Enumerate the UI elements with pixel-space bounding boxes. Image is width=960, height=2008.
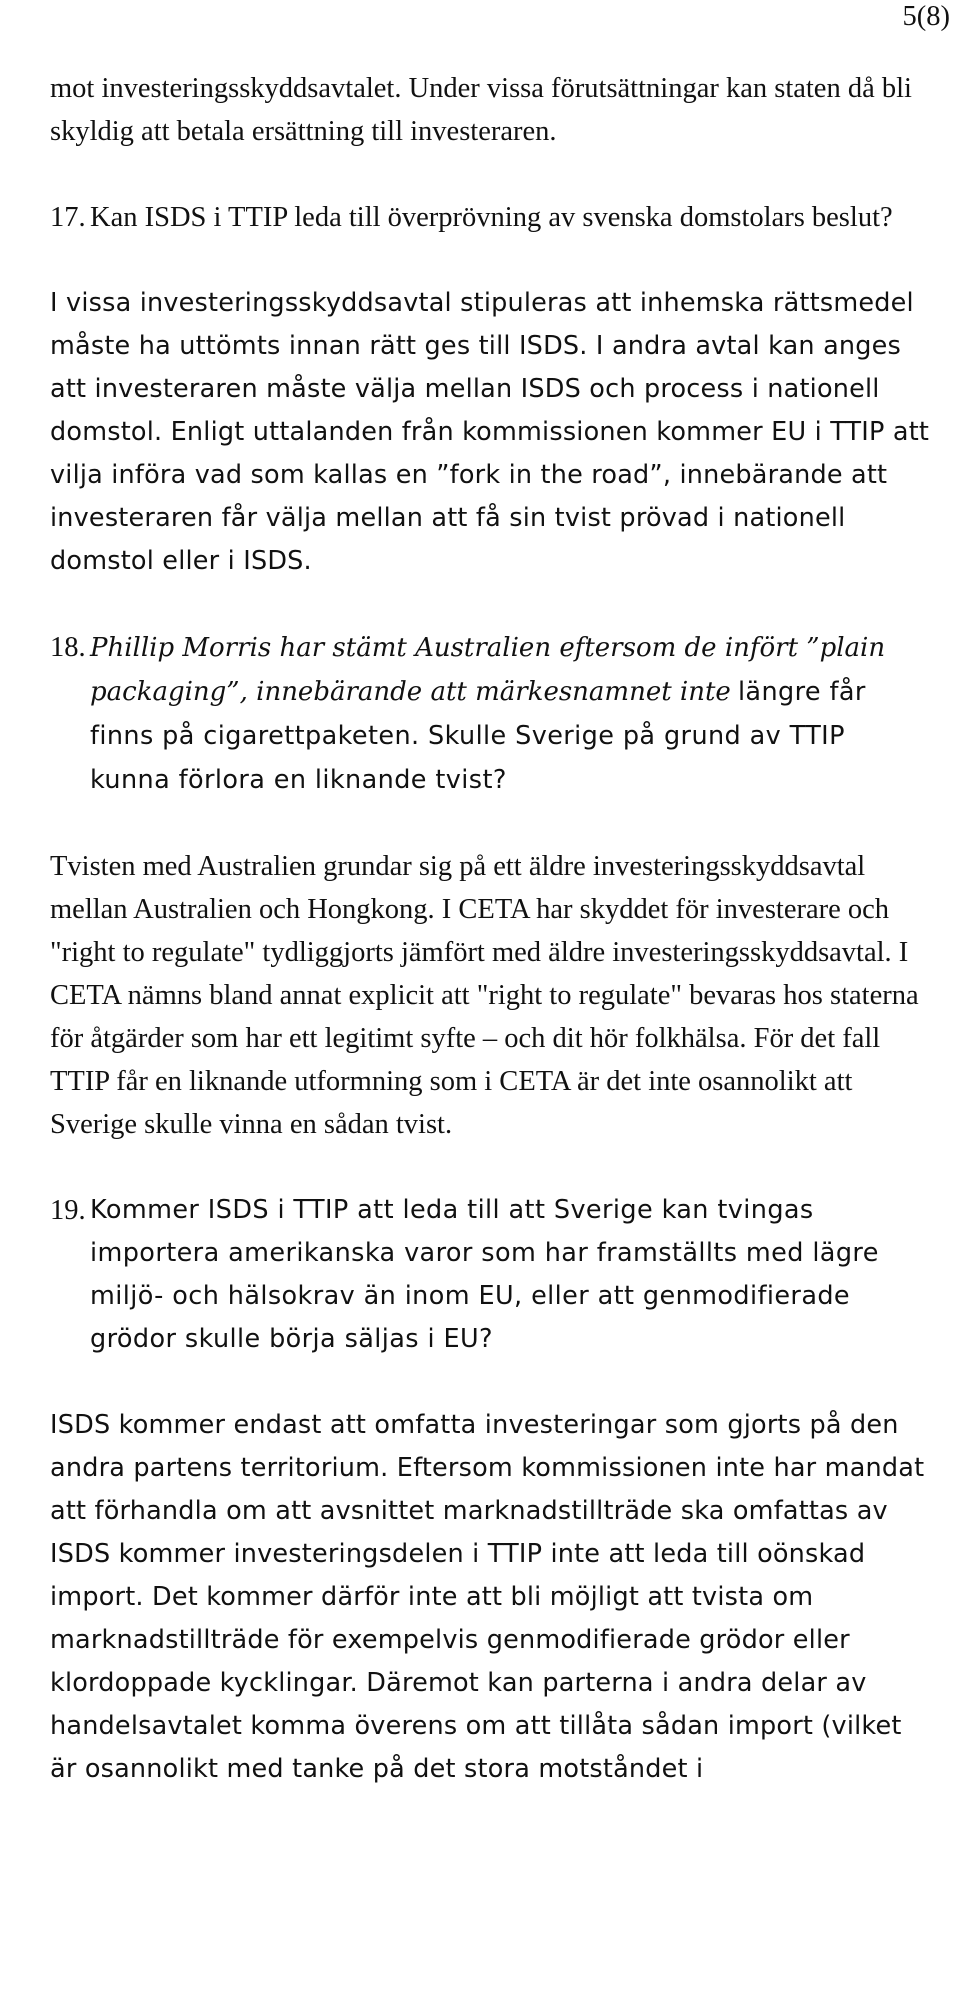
answer-17 xyxy=(50,282,930,583)
question-number: 17. xyxy=(50,202,86,233)
page-number: 5(8) xyxy=(902,1,950,32)
question-18 xyxy=(50,626,930,802)
question-number: 19. xyxy=(50,1195,86,1226)
question-rest-text: längre får finns på cigarettpaketen. Skulle Sverige på grund av TTIP kunna förlora en liknande tvist? xyxy=(90,677,866,795)
answer-17-part3: Enligt uttalanden från kommissionen kommer EU i TTIP att vilja införa vad som kallas en ”fork in the road”, innebärande att investeraren får välja mellan att få sin tvist prövad i nationell domstol eller i ISDS. xyxy=(50,417,930,576)
question-number: 18. xyxy=(50,632,86,663)
question-text: Kommer ISDS i TTIP att leda till att Sverige kan tvingas importera amerikanska varor som har framställts med lägre miljö- och hälsokrav än inom EU, eller att genmodifierade grödor skulle börja säljas i EU? xyxy=(90,1195,879,1354)
question-italic-text: Phillip Morris har stämt Australien eftersom de infört ”plain packaging”, innebärande att märkesnamnet inte xyxy=(90,633,886,707)
answer-19: ISDS kommer endast att omfatta investeringar som gjorts på den andra partens territorium. Eftersom kommissionen inte har mandat att förhandla om att avsnittet marknadstillträde ska omfattas av ISDS kommer investeringsdelen i TTIP inte att leda till oönskad import. Det kommer därför inte att bli möjligt att tvista om marknadstillträde för exempelvis genmodifierade grödor eller klordoppade kycklingar. Däremot kan parterna i andra delar av handelsavtalet komma överens om att tillåta sådan import (vilket är osannolikt med tanke på det stora motståndet i xyxy=(50,1410,925,1784)
question-text: Kan ISDS i TTIP leda till överprövning av svenska domstolars beslut? xyxy=(90,202,893,233)
question-text xyxy=(90,626,930,802)
answer-17-part1: I vissa investeringsskyddsavtal stipuleras att inhemska rättsmedel måste ha uttömts innan rätt ges till ISDS. xyxy=(50,288,914,361)
document-body xyxy=(50,67,930,1791)
answer-18: Tvisten med Australien grundar sig på ett äldre investeringsskyddsavtal mellan Australien och Hongkong. I CETA har skyddet för investerare och "right to regulate" tydliggjorts jämfört med äldre investeringsskyddsavtal. I CETA nämns bland annat explicit att "right to regulate" bevaras hos staterna för åtgärder som har ett legitimt syfte – och dit hör folkhälsa. För det fall TTIP får en liknande utformning som i CETA är det inte osannolikt att Sverige skulle vinna en sådan tvist. xyxy=(50,851,919,1140)
answer-17-part2: I andra avtal kan anges att investeraren måste välja mellan ISDS och process i nationell domstol. xyxy=(50,331,902,447)
question-19 xyxy=(50,1189,930,1361)
question-17 xyxy=(50,196,930,239)
intro-paragraph: mot investeringsskyddsavtalet. Under vissa förutsättningar kan staten då bli skyldig att betala ersättning till investeraren. xyxy=(50,73,912,147)
